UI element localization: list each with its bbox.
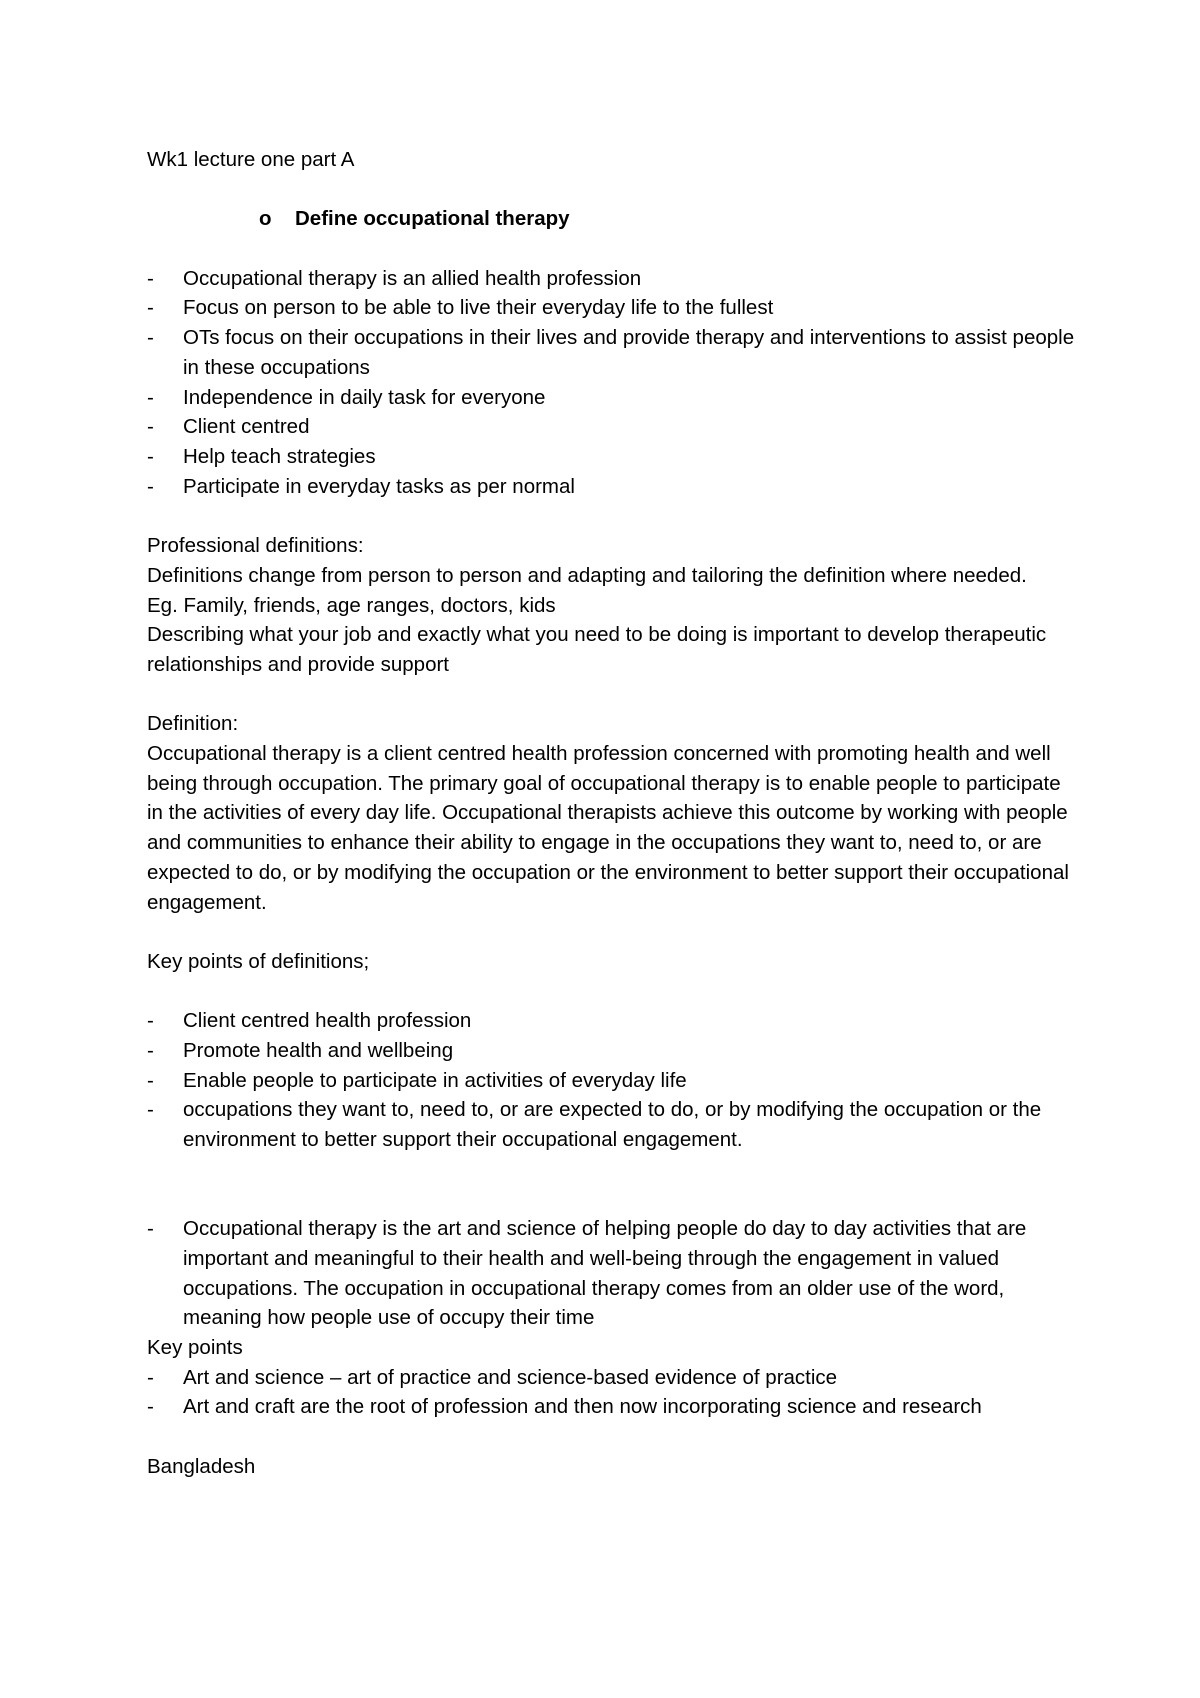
list-item: - Help teach strategies [147,442,1077,472]
spacer [147,977,1077,1007]
dash-bullet-icon: - [147,266,154,290]
document-title: Wk1 lecture one part A [147,148,355,171]
dash-bullet-icon: - [147,296,154,320]
spacer [147,1155,1077,1214]
dash-bullet-icon: - [147,1098,154,1122]
dash-bullet-icon: - [147,445,154,468]
list-item: - occupations they want to, need to, or are expected to do, or by modifying the occupation or the environment to better support their occupational engagement. [147,1095,1077,1154]
list-item: - Art and science – art of practice and science-based evidence of practice [147,1363,1077,1393]
list-item: - Occupational therapy is the art and science of helping people do day to day activities that are important and meaningful to their health and well-being through the engagement in valued occupations. The occupation in occupational therapy comes from an older use of the word, meaning how people use of occupy their time [147,1214,1077,1333]
list-item: - OTs focus on their occupations in their lives and provide therapy and interventions to assist people in these occupations [147,323,1077,382]
key-points-list [147,1006,1077,1155]
circle-bullet-icon: o [259,207,272,231]
intro-points-list [147,264,1077,502]
list-item: - Promote health and wellbeing [147,1036,1077,1066]
dash-bullet-icon: - [147,415,154,439]
key-points-definitions-heading: Key points of definitions; [147,949,370,973]
art-science-list [147,1214,1077,1333]
dash-bullet-icon: - [147,326,154,350]
spacer [147,175,1077,205]
dash-bullet-icon: - [147,1217,154,1241]
dash-bullet-icon: - [147,385,154,409]
dash-bullet-icon: - [147,474,154,498]
art-science-key-points-list [147,1363,1077,1422]
dash-bullet-icon: - [147,1039,154,1062]
paragraph: Definitions change from person to person and adapting and tailoring the definition where needed. [147,563,1027,587]
definition-paragraph: Occupational therapy is a client centred health profession concerned with promoting health and well being through occupation. The primary goal of occupational therapy is to enable people to participate in the activities of every day life. Occupational therapists achieve this outcome by working with people and communities to enhance their ability to engage in the occupations they want to, need to, or are expected to do, or by modifying the occupation or the environment to better support their occupational engagement. [147,742,1069,914]
list-item: - Client centred [147,412,1077,442]
objective-heading [147,204,1077,234]
dash-bullet-icon: - [147,1365,154,1389]
spacer [147,917,1077,947]
bangladesh-heading: Bangladesh [147,1454,256,1478]
document-page [147,145,1077,1482]
list-item: - Focus on person to be able to live their everyday life to the fullest [147,293,1077,323]
paragraph: Eg. Family, friends, age ranges, doctors, kids [147,593,556,617]
spacer [147,680,1077,710]
dash-bullet-icon: - [147,1009,154,1033]
list-item: - Participate in everyday tasks as per normal [147,472,1077,502]
list-item: - Client centred health profession [147,1006,1077,1036]
list-item: - Art and craft are the root of profession and then now incorporating science and research [147,1392,1077,1422]
dash-bullet-icon: - [147,1068,154,1092]
dash-bullet-icon: - [147,1395,154,1419]
list-item: - Independence in daily task for everyone [147,383,1077,413]
spacer [147,501,1077,531]
paragraph: Describing what your job and exactly what you need to be doing is important to develop therapeutic relationships and provide support [147,623,1047,676]
spacer [147,1422,1077,1452]
list-item: - Enable people to participate in activities of everyday life [147,1066,1077,1096]
professional-definitions-heading: Professional definitions: [147,534,364,558]
list-item: - Occupational therapy is an allied health profession [147,264,1077,294]
objective-text: Define occupational therapy [295,207,570,231]
key-points-heading: Key points [147,1336,243,1360]
definition-heading: Definition: [147,712,239,736]
